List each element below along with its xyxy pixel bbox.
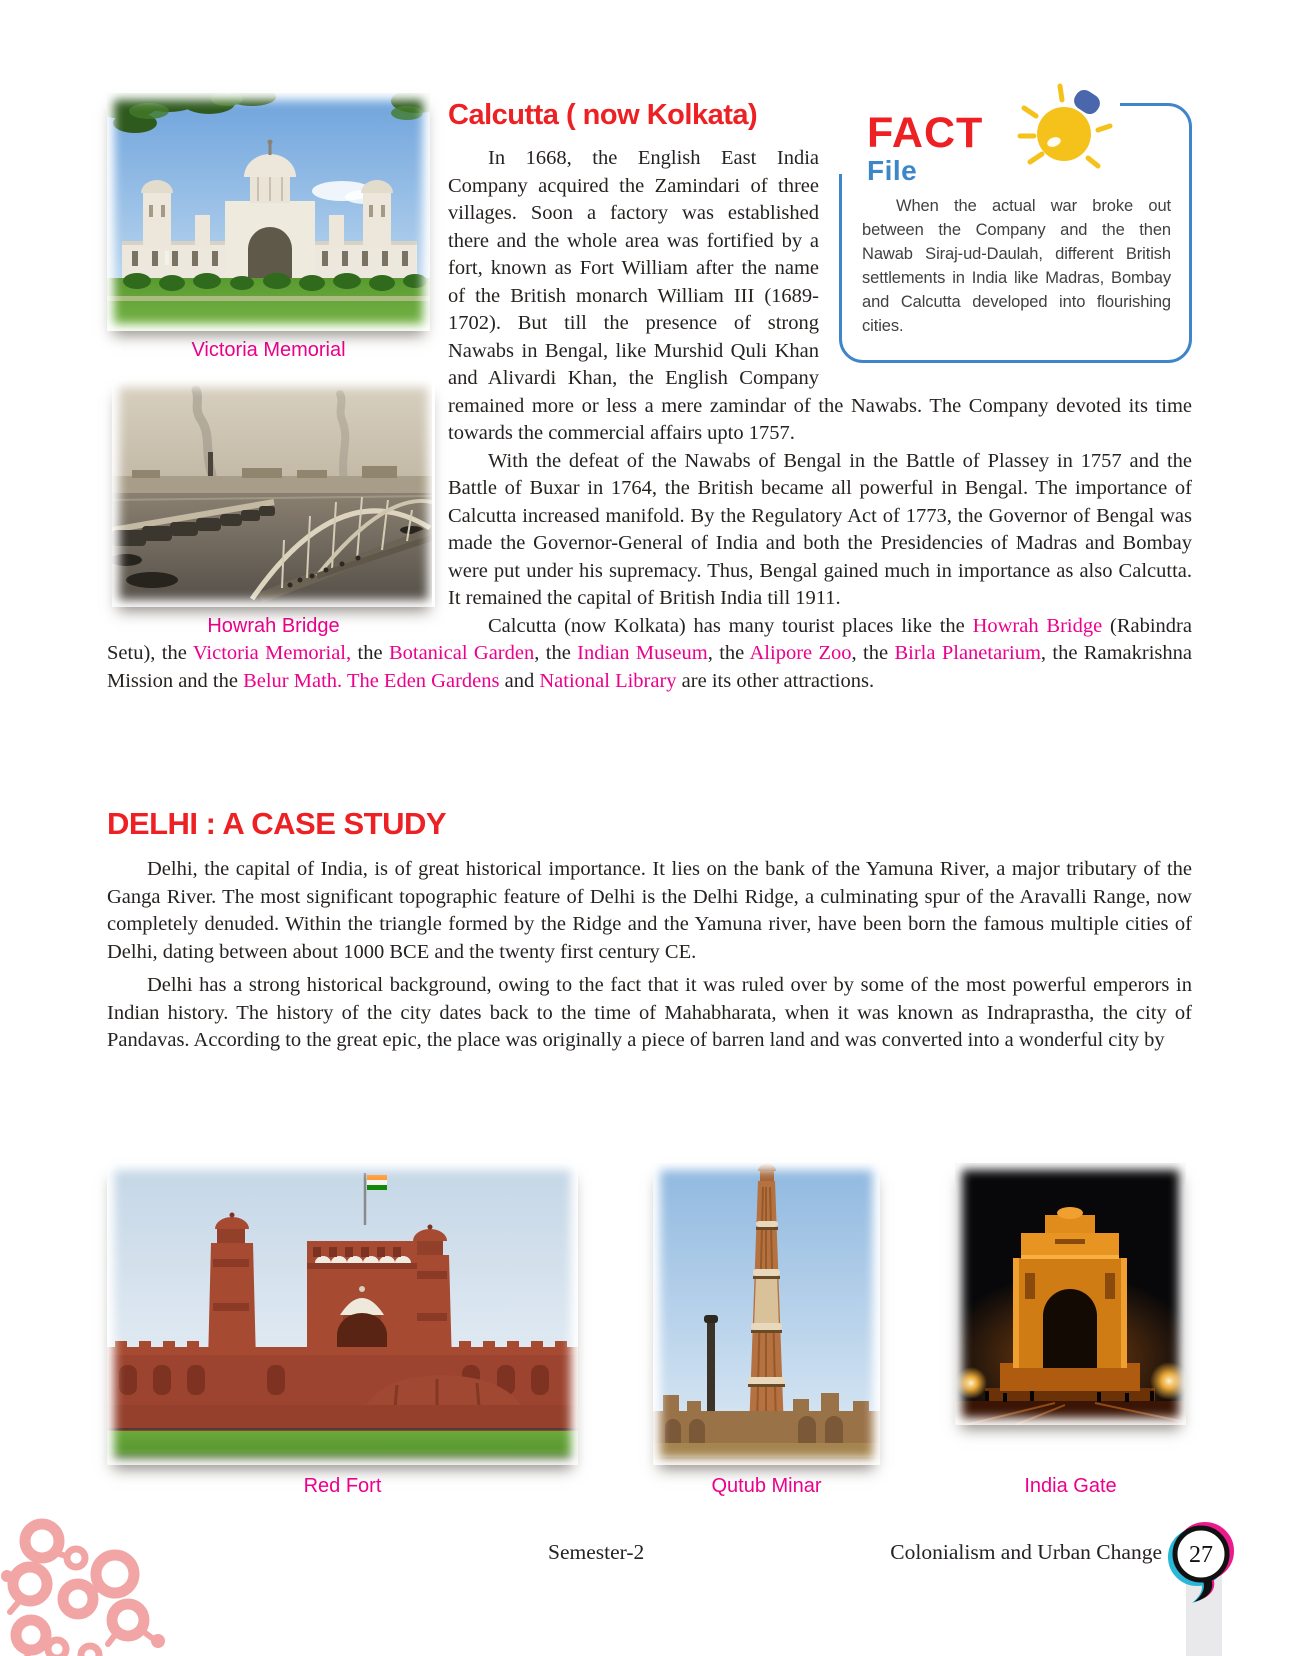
- text-segment: and: [499, 669, 540, 692]
- delhi-paragraph-1: Delhi, the capital of India, is of great historical importance. It lies on the bank of the Yamuna River, a major tributary of the Ganga River. The most significant topographic feature of Delhi is the Delhi Ridge, a culminating spur of the Aravalli Range, now completely denuded. Within the triangle formed by the Ridge and the Yamuna river, have been born the famous multiple cities of Delhi, dating between about 1000 BCE and the twenty first century CE.: [107, 858, 1192, 963]
- india-gate-illustration: [955, 1163, 1186, 1425]
- link-botanical-garden: Botanical Garden: [388, 642, 535, 664]
- calcutta-heading: Calcutta ( now Kolkata): [448, 99, 758, 131]
- figure-caption: Victoria Memorial: [191, 339, 346, 361]
- howrah-bridge-photo: [112, 380, 435, 607]
- link-howrah-bridge: Howrah Bridge: [972, 614, 1103, 637]
- text-segment: , the: [851, 642, 895, 664]
- red-fort-photo: [107, 1163, 578, 1465]
- link-birla-planetarium: Birla Planetarium: [894, 642, 1041, 664]
- delhi-heading: DELHI : A CASE STUDY: [107, 806, 447, 841]
- figure-caption: Qutub Minar: [711, 1475, 822, 1497]
- qutub-minar-figure: [653, 1163, 880, 1497]
- left-photo-column: [107, 93, 448, 638]
- text-segment: (Rabindra Setu), the: [107, 614, 1192, 664]
- link-victoria-memorial: Victoria Memorial,: [192, 642, 352, 664]
- qutub-minar-illustration: [653, 1163, 880, 1465]
- victoria-memorial-photo: [107, 93, 430, 331]
- link-indian-museum: Indian Museum: [577, 642, 708, 664]
- calcutta-section: [107, 93, 1192, 695]
- text-segment: , the: [534, 642, 578, 664]
- footer-semester: Semester-2: [548, 1540, 645, 1564]
- bubbles-ornament: [0, 1426, 180, 1656]
- delhi-photo-row: [107, 1163, 1192, 1508]
- howrah-bridge-illustration: [112, 380, 432, 607]
- howrah-bridge-figure: [112, 380, 435, 638]
- link-eden-gardens: The Eden Gardens: [346, 669, 500, 692]
- link-alipore-zoo: Alipore Zoo: [749, 642, 852, 664]
- victoria-memorial-figure: [107, 93, 430, 362]
- red-fort-illustration: [107, 1163, 578, 1465]
- fact-label: FACT: [867, 109, 984, 157]
- calcutta-paragraph-1: In 1668, the English East India Company acquired the Zamindari of three villages. Soon a factory was established there and the whole area was fortified by a fort, known as Fort William after the name of the British monarch William III (1689-1702). But till the presence of strong Nawabs in Bengal, like Murshid Quli Khan and Alivardi Khan, the English Company remained more or less a mere zamindar of the Nawabs. The Company devoted its time towards the commercial affairs upto 1757.: [448, 147, 1192, 444]
- fact-file-title: [867, 109, 984, 186]
- text-segment: the: [351, 642, 389, 664]
- text-segment: Calcutta (now Kolkata) has many tourist places like the: [488, 614, 973, 637]
- qutub-minar-photo: [653, 1163, 880, 1465]
- text-segment: are its other attractions.: [676, 669, 875, 692]
- fact-file-box: [839, 103, 1192, 363]
- delhi-paragraph-2: Delhi has a strong historical background, owing to the fact that it was ruled over by some of the most powerful emperors in Indian history. The history of the city dates back to the time of Mahabharata, when it was known as Indraprastha, the city of Pandavas. According to the great epic, the place was originally a piece of barren land and was converted into a wonderful city by: [107, 974, 1192, 1051]
- calcutta-paragraph-2: With the defeat of the Nawabs of Bengal in the Battle of Plassey in 1757 and the Battle of Buxar in 1764, the British became all powerful in Bengal. The importance of Calcutta increased manifold. By the Regulatory Act of 1773, the Governor of Bengal was made the Governor-General of India and both the Presidencies of Madras and Bombay were put under his supremacy. Thus, Bengal gained much in importance as also Calcutta. It remained the capital of British India till 1911.: [448, 449, 1192, 609]
- page-number: 27: [1189, 1542, 1213, 1568]
- link-belur-math: Belur Math.: [243, 669, 343, 692]
- speech-bubble-page-badge: [1166, 1521, 1236, 1605]
- fact-file-text: When the actual war broke out between the Company and the then Nawab Siraj-ud-Daulah, different British settlements in India like Madras, Bombay and Calcutta developed into flourishing cities.: [862, 197, 1171, 335]
- india-gate-photo: [955, 1163, 1186, 1425]
- link-national-library: National Library: [539, 669, 677, 692]
- india-gate-figure: [955, 1163, 1186, 1497]
- figure-caption: Howrah Bridge: [207, 615, 340, 637]
- text-segment: , the Ramakrishna Mission and the: [107, 642, 1193, 692]
- victoria-memorial-illustration: [107, 93, 430, 331]
- text-segment: , the: [707, 642, 750, 664]
- footer-chapter-title: Colonialism and Urban Change: [890, 1540, 1162, 1564]
- lightbulb-icon: [1002, 78, 1120, 182]
- red-fort-figure: [107, 1163, 578, 1497]
- figure-caption: India Gate: [1024, 1475, 1117, 1497]
- delhi-section: [107, 806, 1192, 1055]
- file-label: File: [867, 155, 918, 186]
- figure-caption: Red Fort: [303, 1475, 382, 1497]
